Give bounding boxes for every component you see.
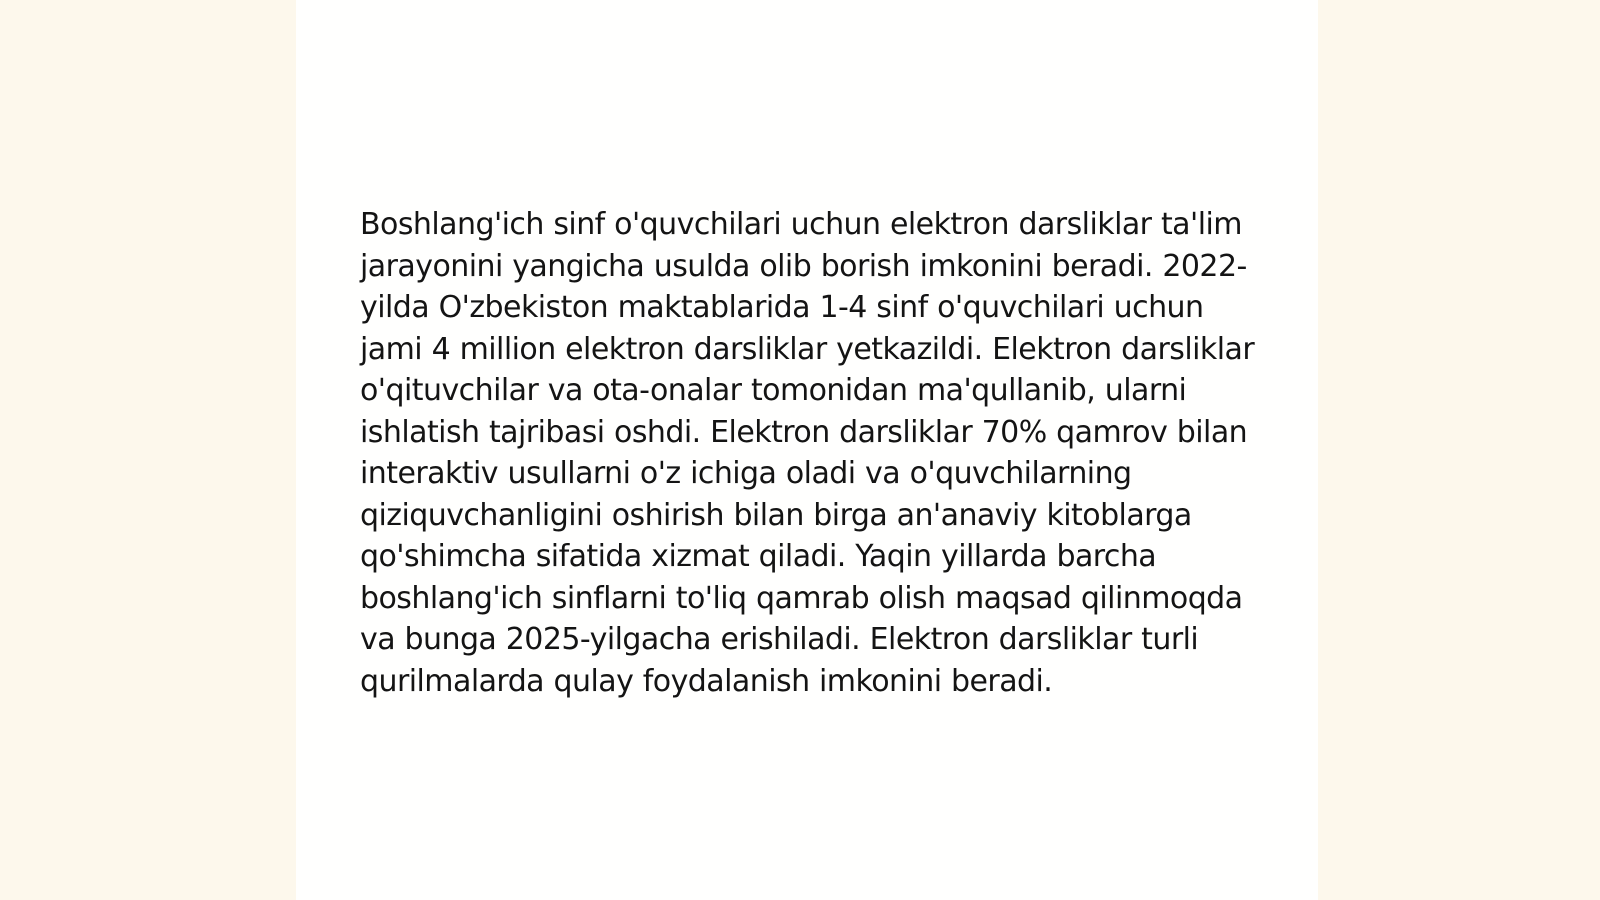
- content-panel: [296, 0, 1318, 900]
- body-paragraph: Boshlang'ich sinf o'quvchilari uchun elektron darsliklar ta'lim jarayonini yangicha usulda olib borish imkonini beradi. 2022-yilda O'zbekiston maktablarida 1-4 sinf o'quvchilari uchun jami 4 million elektron darsliklar yetkazildi. Elektron darsliklar o'qituvchilar va ota-onalar tomonidan ma'qullanib, ularni ishlatish tajribasi oshdi. Elektron darsliklar 70% qamrov bilan interaktiv usullarni o'z ichiga oladi va o'quvchilarning qiziquvchanligini oshirish bilan birga an'anaviy kitoblarga qo'shimcha sifatida xizmat qiladi. Yaqin yillarda barcha boshlang'ich sinflarni to'liq qamrab olish maqsad qilinmoqda va bunga 2025-yilgacha erishiladi. Elektron darsliklar turli qurilmalarda qulay foydalanish imkonini beradi.: [360, 207, 1255, 699]
